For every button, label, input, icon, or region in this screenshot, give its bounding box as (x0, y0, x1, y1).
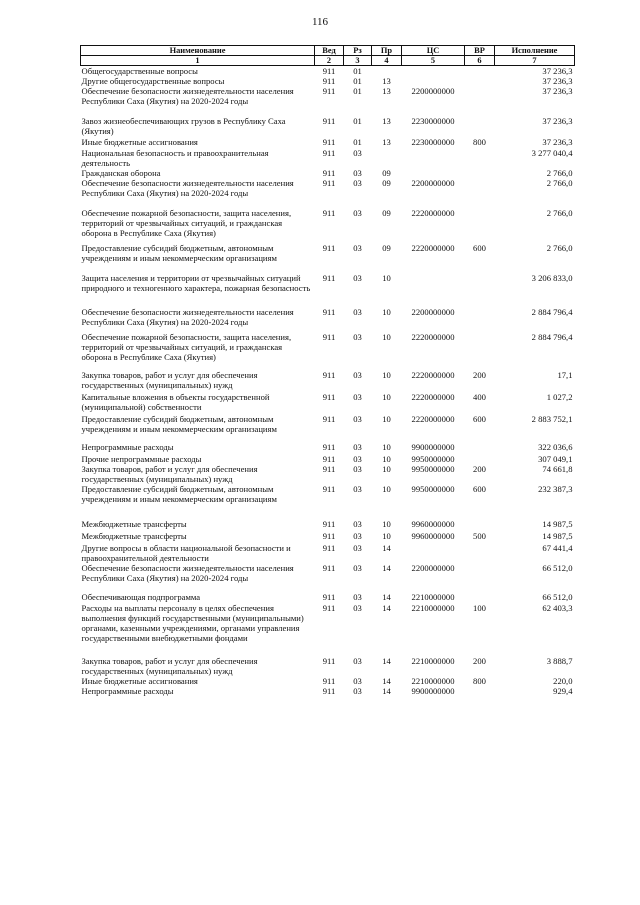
cell-pr: 13 (382, 137, 391, 147)
cell-rz: 03 (353, 307, 362, 317)
cell-pr: 14 (382, 603, 391, 613)
cell-amount: 3 206 833,0 (531, 273, 573, 283)
cell-pr: 10 (382, 307, 391, 317)
cell-vr: 500 (473, 531, 486, 541)
cell-cs: 2210000000 (411, 603, 455, 613)
cell-cs: 9950000000 (411, 484, 455, 494)
index-cell: 6 (465, 56, 495, 66)
table-row (81, 563, 575, 592)
cell-amount: 37 236,3 (542, 76, 573, 86)
table-row (81, 414, 575, 442)
cell-name: Межбюджетные трансферты (81, 531, 187, 541)
cell-vr (465, 66, 495, 77)
cell-ved: 911 (322, 442, 336, 452)
cell-vr (465, 543, 495, 563)
cell-vr (465, 76, 495, 86)
cell-ved: 911 (322, 563, 336, 573)
index-row (81, 56, 575, 66)
table-row (81, 243, 575, 273)
cell-rz: 03 (353, 392, 362, 402)
cell-ved: 911 (322, 543, 336, 553)
cell-rz: 01 (353, 76, 362, 86)
table-body (81, 66, 575, 697)
cell-cs: 9960000000 (411, 531, 455, 541)
cell-name: Предоставление субсидий бюджетным, автономным учреждениям и иным некоммерческим организациям (81, 414, 277, 434)
cell-ved: 911 (322, 592, 336, 602)
cell-vr: 100 (473, 603, 486, 613)
cell-amount: 37 236,3 (542, 86, 573, 96)
cell-amount: 232 387,3 (538, 484, 573, 494)
cell-name: Иные бюджетные ассигнования (81, 137, 198, 147)
cell-name: Закупка товаров, работ и услуг для обеспечения государственных (муниципальных) нужд (81, 464, 258, 484)
table-row (81, 76, 575, 86)
cell-cs: 9960000000 (411, 519, 455, 529)
table-row (81, 66, 575, 77)
cell-ved: 911 (322, 332, 336, 342)
cell-name: Обеспечение пожарной безопасности, защита населения, территорий от чрезвычайных ситуаций, и гражданская оборона в Республике Саха (Якутия) (81, 332, 292, 362)
table-row (81, 86, 575, 116)
cell-cs (402, 273, 465, 307)
cell-ved: 911 (322, 148, 336, 158)
cell-vr: 600 (473, 414, 486, 424)
cell-vr (465, 148, 495, 168)
cell-vr: 200 (473, 370, 486, 380)
cell-amount: 67 441,4 (542, 543, 573, 553)
cell-name: Защита населения и территории от чрезвычайных ситуаций природного и техногенного характера, пожарная безопасность (81, 273, 311, 293)
index-cell: 7 (495, 56, 575, 66)
table-row (81, 531, 575, 543)
cell-name: Обеспечение безопасности жизнедеятельности населения Республики Саха (Якутия) на 2020-2024 годы (81, 563, 294, 583)
cell-pr: 10 (382, 370, 391, 380)
cell-rz: 03 (353, 592, 362, 602)
table-row (81, 442, 575, 454)
table-row (81, 370, 575, 392)
cell-ved: 911 (322, 116, 336, 126)
cell-pr: 10 (382, 519, 391, 529)
cell-amount: 37 236,3 (542, 116, 573, 126)
cell-pr: 10 (382, 414, 391, 424)
cell-ved: 911 (322, 86, 336, 96)
cell-ved: 911 (322, 464, 336, 474)
cell-amount: 220,0 (553, 676, 573, 686)
table-row (81, 676, 575, 686)
cell-rz: 03 (353, 208, 362, 218)
cell-ved: 911 (322, 603, 336, 613)
cell-pr: 14 (382, 686, 391, 696)
table-row (81, 592, 575, 603)
table-row (81, 686, 575, 696)
header-cs: ЦС (402, 46, 465, 56)
cell-amount: 2 884 796,4 (531, 307, 573, 317)
cell-ved: 911 (322, 414, 336, 424)
table-row (81, 168, 575, 178)
cell-ved: 911 (322, 656, 336, 666)
cell-rz: 01 (353, 66, 362, 76)
cell-name: Непрограммные расходы (81, 686, 174, 696)
cell-rz: 03 (353, 686, 362, 696)
table-row (81, 603, 575, 656)
cell-amount: 3 888,7 (546, 656, 573, 666)
table-row (81, 484, 575, 519)
cell-vr (465, 178, 495, 208)
cell-pr: 09 (382, 178, 391, 188)
cell-vr: 200 (473, 656, 486, 666)
cell-name: Гражданская оборона (81, 168, 161, 178)
header-pr: Пр (372, 46, 402, 56)
cell-pr: 10 (382, 332, 391, 342)
cell-ved: 911 (322, 454, 336, 464)
cell-pr: 10 (382, 464, 391, 474)
cell-rz: 03 (353, 454, 362, 464)
cell-rz: 01 (353, 137, 362, 147)
header-name: Наименование (81, 46, 315, 56)
cell-amount: 37 236,3 (542, 137, 573, 147)
table-row (81, 392, 575, 414)
cell-rz: 03 (353, 464, 362, 474)
cell-name: Общегосударственные вопросы (81, 66, 198, 76)
table-row (81, 178, 575, 208)
cell-cs: 2220000000 (411, 332, 455, 342)
cell-pr: 13 (382, 86, 391, 96)
cell-rz: 03 (353, 531, 362, 541)
cell-vr (465, 116, 495, 137)
cell-vr: 800 (473, 676, 486, 686)
cell-pr: 14 (382, 676, 391, 686)
cell-vr (465, 454, 495, 464)
cell-pr (372, 148, 402, 168)
cell-pr: 10 (382, 454, 391, 464)
cell-name: Обеспечение безопасности жизнедеятельности населения Республики Саха (Якутия) на 2020-2024 годы (81, 86, 294, 106)
cell-cs: 2200000000 (411, 178, 455, 188)
cell-pr: 14 (382, 563, 391, 573)
cell-amount: 307 049,1 (538, 454, 573, 464)
cell-cs: 2210000000 (411, 656, 455, 666)
table-row (81, 543, 575, 563)
cell-amount: 322 036,6 (538, 442, 573, 452)
cell-rz: 03 (353, 519, 362, 529)
table-row (81, 307, 575, 332)
table-row (81, 454, 575, 464)
cell-cs: 9900000000 (411, 442, 455, 452)
cell-name: Непрограммные расходы (81, 442, 174, 452)
cell-ved: 911 (322, 66, 336, 76)
page-number: 116 (311, 16, 329, 28)
cell-amount: 929,4 (553, 686, 573, 696)
cell-ved: 911 (322, 243, 336, 253)
cell-cs (402, 148, 465, 168)
table-row (81, 148, 575, 168)
cell-name: Закупка товаров, работ и услуг для обеспечения государственных (муниципальных) нужд (81, 370, 258, 390)
cell-vr (465, 519, 495, 531)
cell-name: Межбюджетные трансферты (81, 519, 187, 529)
cell-ved: 911 (322, 686, 336, 696)
cell-name: Обеспечивающая подпрограмма (81, 592, 201, 602)
cell-rz: 03 (353, 370, 362, 380)
cell-cs: 2220000000 (411, 414, 455, 424)
cell-pr: 14 (382, 592, 391, 602)
budget-table (80, 45, 575, 696)
cell-cs: 2210000000 (411, 592, 455, 602)
cell-name: Иные бюджетные ассигнования (81, 676, 198, 686)
cell-amount: 62 403,3 (542, 603, 573, 613)
table-row (81, 656, 575, 676)
cell-pr: 13 (382, 116, 391, 126)
cell-amount: 2 883 752,1 (531, 414, 573, 424)
cell-pr: 14 (382, 543, 391, 553)
cell-ved: 911 (322, 519, 336, 529)
table-row (81, 116, 575, 137)
cell-cs: 2200000000 (411, 86, 455, 96)
cell-name: Обеспечение безопасности жизнедеятельности населения Республики Саха (Якутия) на 2020-2024 годы (81, 307, 294, 327)
cell-rz: 03 (353, 603, 362, 613)
header-vr: ВР (465, 46, 495, 56)
cell-pr: 10 (382, 273, 391, 283)
cell-amount: 1 027,2 (546, 392, 573, 402)
header-amount: Исполнение (495, 46, 575, 56)
cell-rz: 03 (353, 178, 362, 188)
cell-cs: 2230000000 (411, 116, 455, 126)
cell-pr: 14 (382, 656, 391, 666)
cell-ved: 911 (322, 168, 336, 178)
cell-vr (465, 168, 495, 178)
cell-pr: 10 (382, 484, 391, 494)
cell-vr (465, 686, 495, 696)
cell-amount: 14 987,5 (542, 531, 573, 541)
header-rz: Рз (344, 46, 372, 56)
cell-amount: 2 766,0 (546, 178, 573, 188)
table-row (81, 332, 575, 370)
cell-amount: 66 512,0 (542, 563, 573, 573)
cell-rz: 03 (353, 484, 362, 494)
cell-ved: 911 (322, 307, 336, 317)
index-cell: 4 (372, 56, 402, 66)
index-cell: 5 (402, 56, 465, 66)
cell-ved: 911 (322, 76, 336, 86)
cell-name: Национальная безопасность и правоохранительная деятельность (81, 148, 269, 168)
cell-cs: 9950000000 (411, 454, 455, 464)
cell-vr (465, 332, 495, 370)
cell-rz: 03 (353, 168, 362, 178)
cell-pr: 10 (382, 392, 391, 402)
cell-name: Другие вопросы в области национальной безопасности и правоохранительной деятельности (81, 543, 291, 563)
cell-ved: 911 (322, 484, 336, 494)
cell-pr (372, 66, 402, 77)
cell-ved: 911 (322, 370, 336, 380)
cell-ved: 911 (322, 392, 336, 402)
cell-rz: 03 (353, 442, 362, 452)
cell-vr (465, 307, 495, 332)
cell-name: Капитальные вложения в объекты государственной (муниципальной) собственности (81, 392, 270, 412)
cell-name: Предоставление субсидий бюджетным, автономным учреждениям и иным некоммерческим организациям (81, 484, 277, 504)
cell-amount: 17,1 (557, 370, 573, 380)
cell-pr: 09 (382, 243, 391, 253)
cell-cs (402, 168, 465, 178)
cell-ved: 911 (322, 178, 336, 188)
cell-vr (465, 273, 495, 307)
cell-cs: 2210000000 (411, 676, 455, 686)
cell-vr: 200 (473, 464, 486, 474)
index-cell: 1 (81, 56, 315, 66)
cell-ved: 911 (322, 208, 336, 218)
cell-vr (465, 208, 495, 243)
table-row (81, 273, 575, 307)
cell-name: Прочие непрограммные расходы (81, 454, 202, 464)
cell-ved: 911 (322, 531, 336, 541)
cell-cs: 2200000000 (411, 563, 455, 573)
table-row (81, 137, 575, 148)
cell-amount: 37 236,3 (542, 66, 573, 76)
index-cell: 2 (315, 56, 344, 66)
cell-rz: 03 (353, 676, 362, 686)
cell-cs: 2230000000 (411, 137, 455, 147)
cell-vr: 400 (473, 392, 486, 402)
cell-rz: 01 (353, 116, 362, 126)
cell-amount: 74 661,8 (542, 464, 573, 474)
cell-ved: 911 (322, 676, 336, 686)
cell-ved: 911 (322, 273, 336, 283)
cell-rz: 03 (353, 332, 362, 342)
cell-cs: 2220000000 (411, 370, 455, 380)
header-row (81, 46, 575, 56)
cell-rz: 03 (353, 414, 362, 424)
cell-vr: 600 (473, 243, 486, 253)
cell-amount: 2 884 796,4 (531, 332, 573, 342)
cell-pr: 09 (382, 168, 391, 178)
cell-rz: 03 (353, 243, 362, 253)
cell-vr (465, 442, 495, 454)
cell-vr (465, 563, 495, 592)
cell-cs (402, 66, 465, 77)
cell-amount: 66 512,0 (542, 592, 573, 602)
table-row (81, 208, 575, 243)
cell-pr: 09 (382, 208, 391, 218)
cell-ved: 911 (322, 137, 336, 147)
cell-vr (465, 86, 495, 116)
cell-vr: 800 (473, 137, 486, 147)
cell-cs: 9900000000 (411, 686, 455, 696)
cell-pr: 10 (382, 531, 391, 541)
cell-rz: 01 (353, 86, 362, 96)
cell-vr (465, 592, 495, 603)
cell-rz: 03 (353, 148, 362, 158)
table-row (81, 464, 575, 484)
cell-amount: 14 987,5 (542, 519, 573, 529)
cell-amount: 2 766,0 (546, 208, 573, 218)
index-cell: 3 (344, 56, 372, 66)
cell-vr: 600 (473, 484, 486, 494)
cell-cs: 2200000000 (411, 307, 455, 317)
cell-name: Завоз жизнеобеспечивающих грузов в Республику Саха (Якутия) (81, 116, 286, 136)
cell-pr: 13 (382, 76, 391, 86)
cell-rz: 03 (353, 543, 362, 553)
cell-cs (402, 543, 465, 563)
cell-pr: 10 (382, 442, 391, 452)
cell-name: Расходы на выплаты персоналу в целях обеспечения выполнения функций государственными (муниципальными) органами, казенными учреждениями, органами управления государственными внебюджетными фондами (81, 603, 304, 643)
cell-cs (402, 76, 465, 86)
cell-rz: 03 (353, 656, 362, 666)
cell-amount: 2 766,0 (546, 168, 573, 178)
cell-name: Закупка товаров, работ и услуг для обеспечения государственных (муниципальных) нужд (81, 656, 258, 676)
cell-name: Обеспечение безопасности жизнедеятельности населения Республики Саха (Якутия) на 2020-2024 годы (81, 178, 294, 198)
cell-amount: 3 277 040,4 (531, 148, 573, 158)
table-row (81, 519, 575, 531)
header-ved: Вед (315, 46, 344, 56)
cell-name: Обеспечение пожарной безопасности, защита населения, территорий от чрезвычайных ситуаций, и гражданская оборона в Республике Саха (Якутия) (81, 208, 292, 238)
cell-rz: 03 (353, 563, 362, 573)
cell-amount: 2 766,0 (546, 243, 573, 253)
cell-cs: 2220000000 (411, 243, 455, 253)
cell-name: Предоставление субсидий бюджетным, автономным учреждениям и иным некоммерческим организациям (81, 243, 277, 263)
cell-cs: 9950000000 (411, 464, 455, 474)
cell-cs: 2220000000 (411, 392, 455, 402)
cell-rz: 03 (353, 273, 362, 283)
cell-name: Другие общегосударственные вопросы (81, 76, 225, 86)
cell-cs: 2220000000 (411, 208, 455, 218)
